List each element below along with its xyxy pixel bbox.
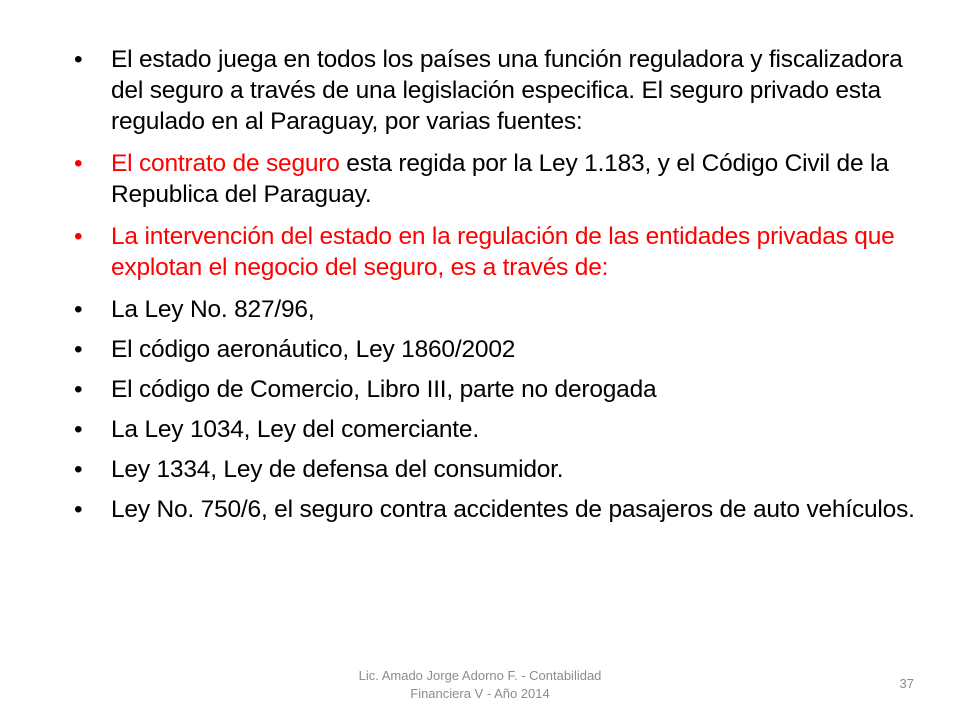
bullet-text: esta regida por la Ley 1.183, y el Código Civil de la Republica del Paraguay.	[111, 150, 889, 208]
bullet-item	[72, 44, 932, 137]
bullet-icon: •	[74, 336, 83, 363]
slide-footer	[330, 667, 630, 703]
footer-course-line: Financiera V - Año 2014	[410, 686, 550, 701]
bullet-item	[72, 454, 932, 485]
bullet-item	[72, 374, 932, 405]
footer-author-line: Lic. Amado Jorge Adorno F. - Contabilidad	[358, 668, 602, 683]
bullet-text: El código de Comercio, Libro III, parte no derogada	[111, 376, 657, 403]
bullet-icon: •	[74, 223, 83, 250]
bullet-text: La Ley 1034, Ley del comerciante.	[111, 416, 479, 443]
bullet-highlight-text: El contrato de seguro	[111, 150, 340, 177]
bullet-item	[72, 221, 932, 283]
bullet-list	[72, 44, 932, 536]
bullet-item	[72, 294, 932, 325]
bullet-item	[72, 148, 932, 210]
bullet-text: La Ley No. 827/96,	[111, 296, 315, 323]
bullet-icon: •	[74, 150, 83, 177]
bullet-item	[72, 494, 932, 525]
bullet-icon: •	[74, 46, 83, 73]
bullet-icon: •	[74, 376, 83, 403]
bullet-item	[72, 414, 932, 445]
bullet-icon: •	[74, 296, 83, 323]
bullet-text: El estado juega en todos los países una función reguladora y fiscalizadora del seguro a través de una legislación especifica. El seguro privado esta regulado en al Paraguay, por varias fuentes:	[111, 46, 903, 135]
bullet-icon: •	[74, 496, 83, 523]
bullet-icon: •	[74, 416, 83, 443]
bullet-text: Ley No. 750/6, el seguro contra accidentes de pasajeros de auto vehículos.	[111, 496, 915, 523]
bullet-icon: •	[74, 456, 83, 483]
bullet-text: Ley 1334, Ley de defensa del consumidor.	[111, 456, 564, 483]
page-number: 37	[899, 676, 914, 691]
bullet-item	[72, 334, 932, 365]
bullet-text: El código aeronáutico, Ley 1860/2002	[111, 336, 516, 363]
bullet-highlight-text: La intervención del estado en la regulación de las entidades privadas que explotan el negocio del seguro, es a través de:	[111, 223, 895, 281]
